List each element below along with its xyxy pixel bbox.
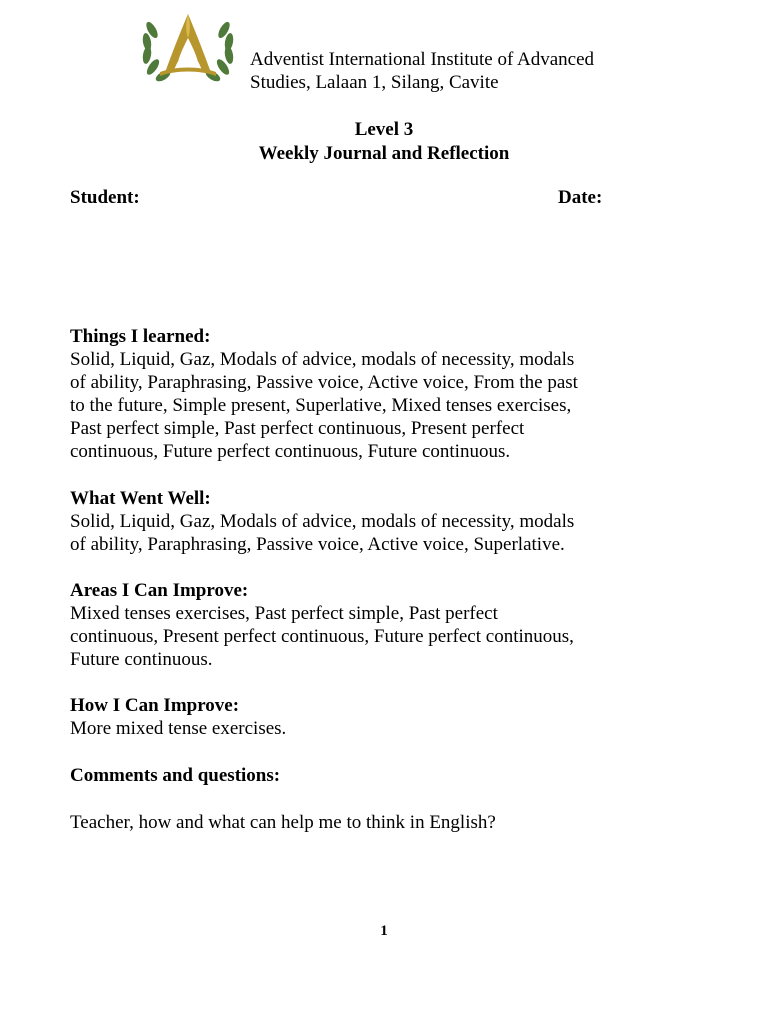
section-heading: Areas I Can Improve: [70, 580, 249, 601]
section-line: of ability, Paraphrasing, Passive voice, Active voice, From the past [70, 372, 578, 393]
page-number: 1 [380, 923, 388, 939]
section-things-learned [70, 325, 710, 463]
section-areas-to-improve [70, 579, 710, 671]
comment-text: Teacher, how and what can help me to think in English? [70, 812, 496, 833]
section-what-went-well [70, 487, 710, 556]
section-line: to the future, Simple present, Superlative, Mixed tenses exercises, [70, 395, 572, 416]
section-line: Solid, Liquid, Gaz, Modals of advice, modals of necessity, modals [70, 349, 575, 370]
section-line: Solid, Liquid, Gaz, Modals of advice, modals of necessity, modals [70, 511, 575, 532]
section-line: continuous, Future perfect continuous, Future continuous. [70, 441, 511, 462]
section-line: Past perfect simple, Past perfect continuous, Present perfect [70, 418, 525, 439]
section-how-to-improve [70, 694, 710, 740]
title-level: Level 3 [354, 119, 414, 140]
section-line: of ability, Paraphrasing, Passive voice, Active voice, Superlative. [70, 534, 565, 555]
section-heading: Comments and questions: [70, 765, 281, 786]
institution-line-2: Studies, Lalaan 1, Silang, Cavite [250, 72, 499, 93]
date-label: Date: [558, 187, 603, 208]
institution-address [250, 48, 594, 94]
student-label: Student: [70, 187, 140, 208]
institution-line-1: Adventist International Institute of Advanced [250, 49, 595, 70]
section-line: Future continuous. [70, 649, 213, 670]
title-journal: Weekly Journal and Reflection [258, 143, 510, 164]
aiias-logo-icon [138, 8, 238, 86]
section-comments [70, 764, 710, 787]
section-heading: Things I learned: [70, 326, 211, 347]
section-line: Mixed tenses exercises, Past perfect simple, Past perfect [70, 603, 498, 624]
section-line: continuous, Present perfect continuous, Future perfect continuous, [70, 626, 574, 647]
section-heading: What Went Well: [70, 488, 211, 509]
document-title [0, 118, 768, 166]
section-heading: How I Can Improve: [70, 695, 240, 716]
section-line: More mixed tense exercises. [70, 718, 287, 739]
